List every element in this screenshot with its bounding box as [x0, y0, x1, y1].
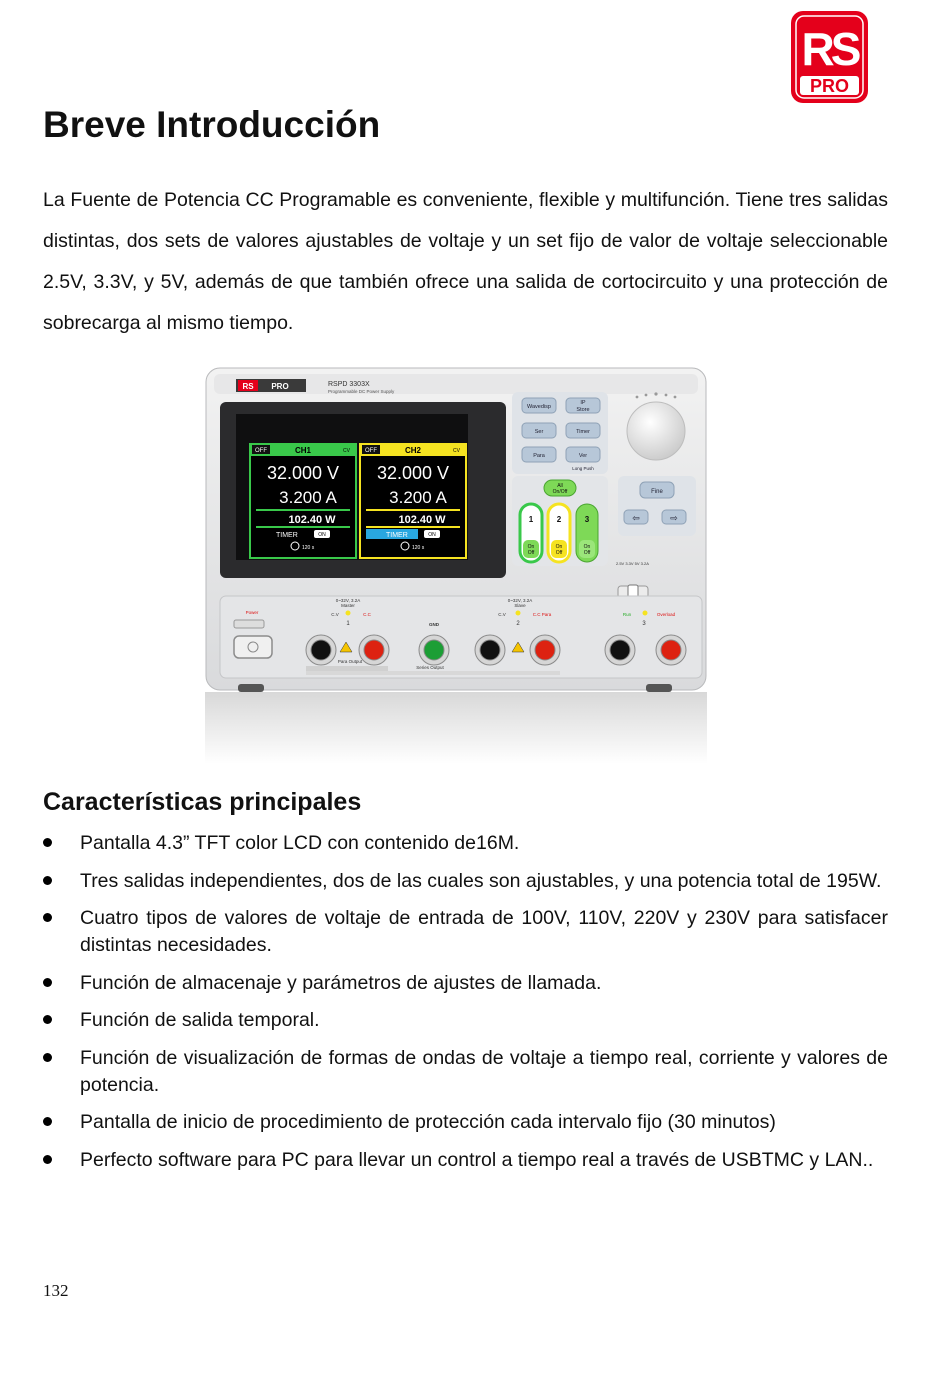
ch2-name: CH2: [404, 446, 422, 455]
svg-text:RS: RS: [242, 382, 254, 391]
arrow-right-icon: ⇨: [670, 513, 678, 523]
device-subtitle: Programmable DC Power Supply: [328, 389, 395, 394]
ch2-cv-indicator: C.V: [498, 612, 506, 617]
ch2-mode: CV: [453, 448, 460, 454]
btn-all: All: [557, 483, 563, 489]
ch1-timer-value: 120 s: [302, 545, 315, 551]
btn-para: Para: [533, 453, 545, 459]
off-ch1: Off: [527, 550, 535, 556]
terminal-1-label: 1: [346, 621, 350, 627]
terminal-2-label: 2: [516, 621, 520, 627]
list-item: Perfecto software para PC para llevar un control a tiempo real a través de USBTMC y LAN..: [43, 1147, 888, 1174]
btn-ser: Ser: [534, 429, 544, 435]
page-number: 132: [43, 1281, 69, 1300]
rs-pro-logo: [789, 9, 870, 105]
bullet-icon: [43, 978, 52, 987]
long-push-label: Long Push: [572, 466, 594, 471]
ch1-mode: CV: [343, 448, 350, 454]
on-ch2: On: [555, 544, 563, 550]
ch1-cc-indicator: C.C: [363, 612, 371, 617]
ch2-timer-value: 120 s: [412, 545, 425, 551]
list-item: Cuatro tipos de valores de voltaje de entrada de 100V, 110V, 220V y 230V para satisfacer distintas necesidades.: [43, 905, 888, 959]
series-output-label: Series Output: [416, 665, 444, 670]
run-indicator: Run: [622, 612, 632, 617]
bullet-icon: [43, 913, 52, 922]
fixed-volts: 2.5V 3.3V 5V 3.2A: [616, 561, 649, 566]
master-rating: 0~32V, 3.2A: [335, 598, 361, 603]
master-label: Master: [341, 603, 355, 608]
para-output-label: Para Output: [337, 659, 363, 664]
overload-indicator: Overload: [656, 612, 676, 617]
device-model: RSPD 3303X: [328, 381, 370, 388]
ch2-current: 3.200 A: [389, 488, 447, 507]
list-item: Función de salida temporal.: [43, 1007, 888, 1034]
device-brand-pro: PRO: [271, 382, 289, 391]
arrow-left-icon: ⇦: [632, 513, 640, 523]
list-item: Función de visualización de formas de ondas de voltaje a tiempo real, corriente y valores de potencia.: [43, 1045, 888, 1099]
off-ch3: Off: [583, 550, 591, 556]
ch1-cv-indicator: C.V: [331, 612, 339, 617]
key-ch3: 3: [584, 515, 590, 524]
bullet-icon: [43, 876, 52, 885]
ch1-status: OFF: [255, 448, 267, 454]
ch2-cc-para-indicator: C.C Para: [532, 612, 552, 617]
gnd-label: GND: [429, 622, 439, 627]
ch1-timer-state: ON: [318, 532, 326, 538]
slave-rating: 0~32V, 3.2A: [507, 598, 533, 603]
on-ch1: On: [527, 544, 535, 550]
key-ch1: 1: [528, 515, 534, 524]
ch1-name: CH1: [294, 446, 312, 455]
key-ch2: 2: [556, 515, 562, 524]
page-title: Breve Introducción: [43, 104, 381, 145]
list-item: Pantalla de inicio de procedimiento de protección cada intervalo fijo (30 minutos): [43, 1109, 888, 1136]
ch1-voltage: 32.000 V: [266, 463, 340, 483]
list-item: Pantalla 4.3” TFT color LCD con contenido de16M.: [43, 830, 888, 857]
btn-ver: Ver: [578, 453, 588, 459]
bullet-icon: [43, 1015, 52, 1024]
logo-rs-text: RS: [801, 23, 858, 75]
ch1-current: 3.200 A: [279, 488, 337, 507]
list-item: Función de almacenaje y parámetros de ajustes de llamada.: [43, 970, 888, 997]
ch2-timer-label: TIMER: [386, 532, 408, 539]
ch2-timer-state: ON: [428, 532, 436, 538]
on-ch3: On: [583, 544, 591, 550]
btn-ip: IP: [580, 400, 586, 406]
bullet-icon: [43, 1053, 52, 1062]
bullet-icon: [43, 1117, 52, 1126]
logo-pro-text: PRO: [809, 76, 850, 96]
power-label: Power: [245, 610, 259, 615]
list-item: Tres salidas independientes, dos de las cuales son ajustables, y una potencia total de 195W.: [43, 868, 888, 895]
ch1-power: 102.40 W: [288, 514, 336, 526]
features-title: Características principales: [43, 788, 362, 816]
bullet-icon: [43, 838, 52, 847]
features-list: [43, 830, 888, 1184]
btn-fine: Fine: [651, 489, 663, 495]
ch1-timer-label: TIMER: [276, 532, 298, 539]
ch2-voltage: 32.000 V: [376, 463, 450, 483]
btn-wavedisp: Wavedisp: [527, 404, 551, 410]
btn-timer: Timer: [576, 429, 590, 435]
bullet-icon: [43, 1155, 52, 1164]
ch2-power: 102.40 W: [398, 514, 446, 526]
intro-paragraph: La Fuente de Potencia CC Programable es conveniente, flexible y multifunción. Tiene tres salidas distintas, dos sets de valores ajustables de voltaje y un set fijo de valor de voltaje seleccionable 2.5V, 3.3V, y 5V, además de que también ofrece una salida de cortocircuito y una protección de sobrecarga al mismo tiempo.: [43, 189, 888, 334]
ch2-status: OFF: [365, 448, 377, 454]
slave-label: Slave: [514, 603, 526, 608]
btn-store: Store: [576, 407, 590, 413]
power-supply-illustration: [200, 364, 712, 764]
off-ch2: Off: [555, 550, 563, 556]
btn-onoff: On/Off: [552, 489, 568, 495]
terminal-3-label: 3: [642, 621, 646, 627]
